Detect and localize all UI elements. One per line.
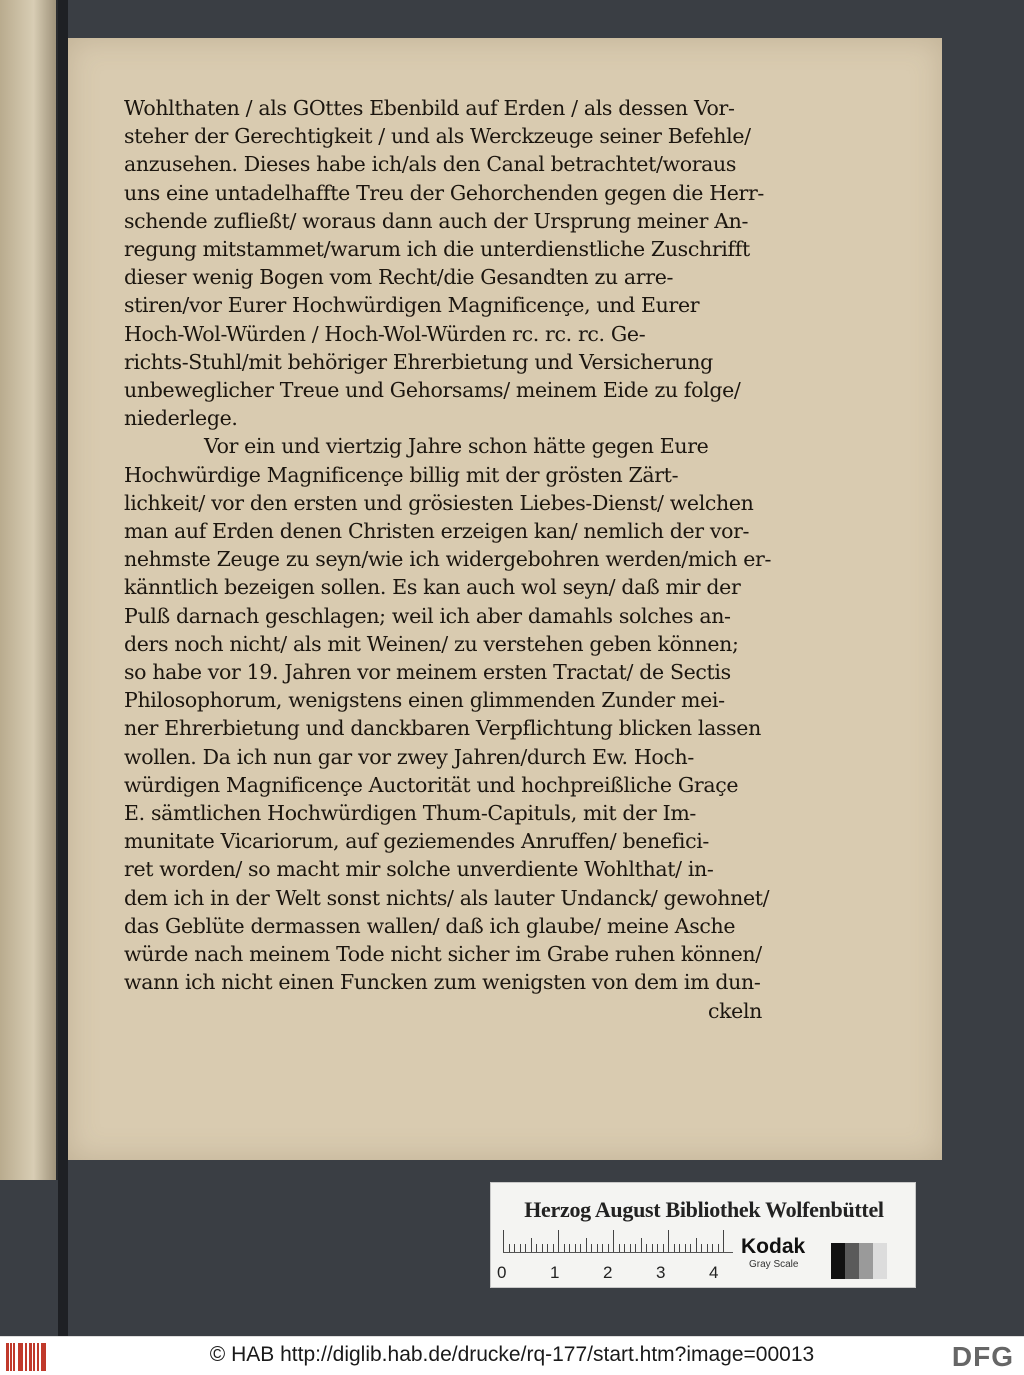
text-line: würdigen Magnificençe Auctorität und hochpreißliche Graçe — [124, 772, 739, 797]
text-line: steher der Gerechtigkeit / und als Werckzeuge seiner Befehle/ — [124, 124, 751, 149]
dfg-logo: DFG — [951, 1341, 1014, 1372]
ruler-tick — [652, 1244, 653, 1252]
scale-ruler — [503, 1231, 733, 1253]
text-line: munitate Vicariorum, auf geziemendes Anruffen/ benefici- — [124, 829, 710, 854]
text-line: E. sämtlichen Hochwürdigen Thum-Capituls, mit der Im- — [124, 801, 696, 826]
ruler-tick — [591, 1244, 592, 1252]
text-line: Pulß darnach geschlagen; weil ich aber damahls solches an- — [124, 603, 731, 628]
text-line: anzusehen. Dieses habe ich/als den Canal betrachtet/woraus — [124, 152, 737, 177]
text-line: Hochwürdige Magnificençe billig mit der grösten Zärt- — [124, 462, 679, 487]
ruler-tick — [701, 1244, 702, 1252]
text-line: unbeweglicher Treue und Gehorsams/ meinem Eide zu folge/ — [124, 378, 741, 403]
gray-swatch-dark — [845, 1243, 859, 1279]
ruler-tick — [635, 1244, 636, 1252]
viewer-footer — [0, 1336, 1024, 1375]
ruler-tick — [558, 1230, 559, 1252]
ruler-tick — [718, 1244, 719, 1252]
ruler-tick — [503, 1230, 504, 1252]
ruler-tick — [536, 1244, 537, 1252]
gray-scale-label: Gray Scale — [749, 1259, 799, 1270]
ruler-number: 4 — [709, 1263, 719, 1282]
text-line: schende zufließt/ woraus dann auch der Ursprung meiner An- — [124, 208, 749, 233]
ruler-tick — [564, 1244, 565, 1252]
ruler-tick — [630, 1244, 631, 1252]
ruler-tick — [690, 1244, 691, 1252]
gray-swatch-light — [873, 1243, 887, 1279]
page-text-block — [124, 94, 772, 1025]
ruler-tick — [657, 1244, 658, 1252]
ruler-tick — [641, 1238, 642, 1252]
text-line: Wohlthaten / als GOttes Ebenbild auf Erden / als dessen Vor- — [124, 96, 735, 120]
ruler-tick — [547, 1244, 548, 1252]
text-line: uns eine untadelhaffte Treu der Gehorchenden gegen die Herr- — [124, 180, 764, 205]
ruler-tick — [569, 1244, 570, 1252]
text-line: ret worden/ so macht mir solche unverdiente Wohlthat/ in- — [124, 857, 714, 882]
ruler-tick — [723, 1230, 724, 1252]
ruler-tick — [553, 1244, 554, 1252]
ruler-tick — [586, 1238, 587, 1252]
text-line: man auf Erden denen Christen erzeigen kan/ nemlich der vor- — [124, 519, 750, 544]
ruler-tick — [514, 1244, 515, 1252]
ruler-tick — [520, 1244, 521, 1252]
book-page — [68, 38, 942, 1160]
ruler-tick — [619, 1244, 620, 1252]
text-line: Philosophorum, wenigstens einen glimmenden Zunder mei- — [124, 688, 725, 713]
kodak-brand: Kodak — [741, 1235, 806, 1258]
color-calibration-card — [490, 1182, 916, 1288]
ruler-tick — [668, 1230, 669, 1252]
text-line: Vor ein und viertzig Jahre schon hätte gegen Eure — [204, 434, 709, 459]
text-line: lichkeit/ vor den ersten und grösiesten Liebes-Dienst/ welchen — [124, 490, 754, 515]
ruler-tick — [525, 1244, 526, 1252]
text-line: dem ich in der Welt sonst nichts/ als lauter Undanck/ gewohnet/ — [124, 885, 770, 910]
text-line: das Geblüte dermassen wallen/ daß ich glaube/ meine Asche — [124, 913, 736, 938]
text-line: regung mitstammet/warum ich die unterdienstliche Zuschrifft — [124, 237, 750, 262]
ruler-number: 1 — [550, 1263, 560, 1282]
text-line: wollen. Da ich nun gar vor zwey Jahren/durch Ew. Hoch- — [124, 744, 694, 769]
gray-swatch-mid — [859, 1243, 873, 1279]
text-line: richts-Stuhl/mit behöriger Ehrerbietung und Versicherung — [124, 349, 713, 374]
ruler-tick — [597, 1244, 598, 1252]
ruler-tick — [712, 1244, 713, 1252]
text-line: stiren/vor Eurer Hochwürdigen Magnificençe, und Eurer — [124, 293, 700, 318]
text-line: wann ich nicht einen Funcken zum wenigsten von dem im dun- — [124, 970, 761, 995]
book-spine-shadow — [58, 0, 68, 1336]
ruler-tick — [674, 1244, 675, 1252]
gray-swatch-black — [831, 1243, 845, 1279]
ruler-tick — [624, 1244, 625, 1252]
text-line: känntlich bezeigen sollen. Es kan auch wol seyn/ daß mir der — [124, 575, 741, 600]
previous-page-edge — [0, 0, 58, 1180]
ruler-tick — [679, 1244, 680, 1252]
text-line: ckeln — [707, 998, 762, 1023]
ruler-number: 3 — [656, 1263, 666, 1282]
text-line: so habe vor 19. Jahren vor meinem ersten Tractat/ de Sectis — [124, 660, 731, 685]
text-line: Hoch-Wol-Würden / Hoch-Wol-Würden rc. rc. rc. Ge- — [124, 321, 646, 346]
ruler-tick — [580, 1244, 581, 1252]
library-name: Herzog August Bibliothek Wolfenbüttel — [524, 1197, 884, 1222]
ruler-number: 0 — [497, 1263, 507, 1282]
ruler-tick — [575, 1244, 576, 1252]
ruler-tick — [663, 1244, 664, 1252]
text-line: würde nach meinem Tode nicht sicher im Grabe ruhen können/ — [124, 942, 762, 967]
text-line: ner Ehrerbietung und danckbaren Verpflichtung blicken lassen — [124, 716, 761, 741]
text-line: dieser wenig Bogen vom Recht/die Gesandten zu arre- — [124, 265, 674, 290]
ruler-tick — [696, 1238, 697, 1252]
ruler-tick — [602, 1244, 603, 1252]
ruler-tick — [646, 1244, 647, 1252]
text-line: ders noch nicht/ als mit Weinen/ zu verstehen geben können; — [124, 631, 739, 656]
ruler-tick — [613, 1230, 614, 1252]
ruler-tick — [531, 1238, 532, 1252]
ruler-tick — [685, 1244, 686, 1252]
ruler-tick — [509, 1244, 510, 1252]
ruler-tick — [707, 1244, 708, 1252]
text-line: nehmste Zeuge zu seyn/wie ich widergebohren werden/mich er- — [124, 547, 772, 572]
ruler-number: 2 — [603, 1263, 613, 1282]
ruler-tick — [542, 1244, 543, 1252]
ruler-numbers — [497, 1263, 737, 1283]
citation-link[interactable]: © HAB http://diglib.hab.de/drucke/rq-177/start.htm?image=00013 — [209, 1343, 815, 1366]
text-line: niederlege. — [124, 406, 238, 431]
ruler-tick — [608, 1244, 609, 1252]
